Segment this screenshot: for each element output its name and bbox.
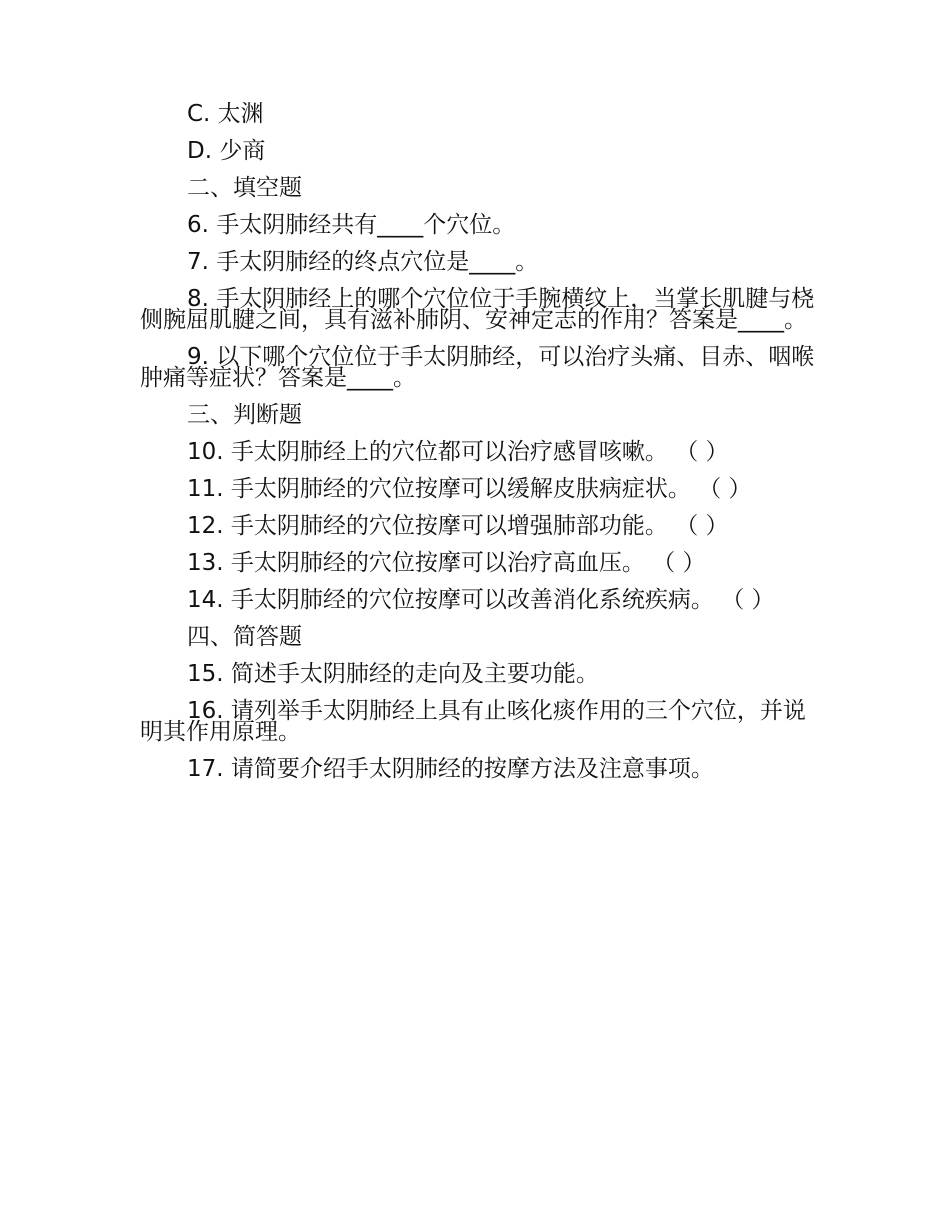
option-d: D. 少商 [187, 138, 266, 164]
question-8: 8. 手太阴肺经上的哪个穴位位于手腕横纹上，当掌长肌腱与桡侧腕屈肌腱之间，具有滋补肺阴、安神定志的作用？答案是____。 [140, 286, 815, 333]
question-13: 13. 手太阴肺经的穴位按摩可以治疗高血压。 （ ） [187, 550, 706, 576]
question-17: 17. 请简要介绍手太阴肺经的按摩方法及注意事项。 [187, 756, 714, 782]
document-body [140, 101, 820, 796]
question-16: 16. 请列举手太阴肺经上具有止咳化痰作用的三个穴位，并说明其作用原理。 [140, 698, 806, 745]
option-c: C. 太渊 [187, 101, 264, 127]
question-14: 14. 手太阴肺经的穴位按摩可以改善消化系统疾病。 （ ） [187, 587, 775, 613]
question-9: 9. 以下哪个穴位位于手太阴肺经，可以治疗头痛、目赤、咽喉肿痛等症状？答案是____。 [140, 344, 815, 391]
section-heading-short-answer: 四、简答题 [187, 624, 302, 650]
question-10: 10. 手太阴肺经上的穴位都可以治疗感冒咳嗽。 （ ） [187, 439, 729, 465]
question-11: 11. 手太阴肺经的穴位按摩可以缓解皮肤病症状。 （ ） [187, 476, 752, 502]
section-heading-fill-in: 二、填空题 [187, 175, 302, 201]
question-7: 7. 手太阴肺经的终点穴位是____。 [187, 249, 539, 275]
question-12: 12. 手太阴肺经的穴位按摩可以增强肺部功能。 （ ） [187, 513, 729, 539]
question-15: 15. 简述手太阴肺经的走向及主要功能。 [187, 661, 599, 687]
question-6: 6. 手太阴肺经共有____个穴位。 [187, 212, 516, 238]
section-heading-true-false: 三、判断题 [187, 402, 302, 428]
